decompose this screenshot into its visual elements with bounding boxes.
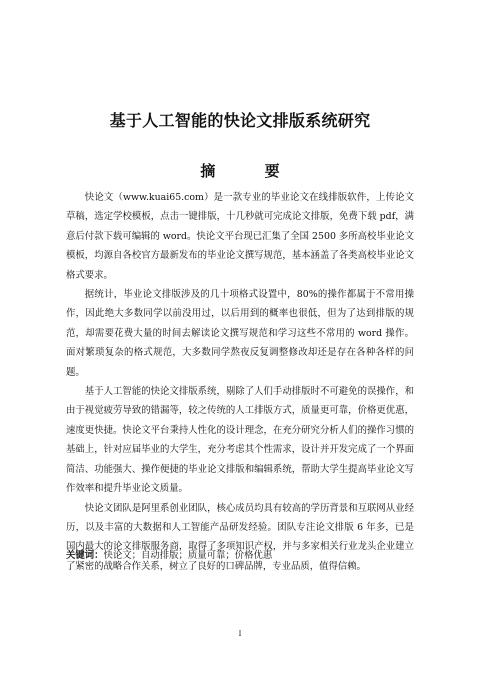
abstract-paragraph: 基于人工智能的快论文排版系统，剔除了人们手动排版时不可避免的误操作，和由于视觉疲劳导致的错漏等，较之传统的人工排版方式，质量更可靠，价格更优惠，速度更快捷。快论文平台秉持人性化的设计理念，在充分研究分析人们的操作习惯的基础上，针对应届毕业的大学生，充分考虑其个性需求，设计并开发完成了一个界面简洁、功能强大、操作便捷的毕业论文排版和编辑系统，帮助大学生提高毕业论文写作效率和提升毕业论文质量。 — [66, 386, 414, 495]
keywords-text: 快论文；自动排版；质量可靠；价格优惠 — [103, 550, 273, 561]
abstract-paragraph: 快论文（www.kuai65.com）是一款专业的毕业论文在线排版软件，上传论文草稿，选定学校模板，点击一键排版，十几秒就可完成论文排版，免费下载 pdf，满意后付款下载可编辑的 word。快论文平台现已汇集了全国 2500 多所高校毕业论文模板，均源自各校官方最新发布的毕业论文撰写规范，基本涵盖了各类高校毕业论文格式要求。 — [66, 192, 414, 281]
keywords-line — [66, 546, 414, 565]
abstract-body — [66, 188, 414, 576]
abstract-paragraph: 据统计，毕业论文排版涉及的几十项格式设置中，80%的操作都属于不常用操作，因此绝大多数同学以前没用过，以后用到的概率也很低，但为了达到排版的规范，却需要花费大量的时间去解读论文撰写规范和学习这些不常用的 word 操作。面对繁琐复杂的格式规范，大多数同学熬夜反复调整修改却还是存在各种各样的问题。 — [66, 289, 414, 378]
document-title: 基于人工智能的快论文排版系统研究 — [109, 111, 371, 130]
abstract-heading: 摘 要 — [200, 162, 302, 180]
abstract-paragraph: 快论文团队是阿里系创业团队，核心成员均具有较高的学历背景和互联网从业经历，以及丰富的大数据和人工智能产品研发经验。团队专注论文排版 6 年多，已是国内最大的论文排版服务商，取得了多项知识产权，并与多家相关行业龙头企业建立了紧密的战略合作关系，树立了良好的口碑品牌，专业品质，值得信赖。 — [66, 502, 414, 572]
keywords-label: 关键词： — [66, 550, 104, 561]
page-number: I — [238, 630, 242, 638]
